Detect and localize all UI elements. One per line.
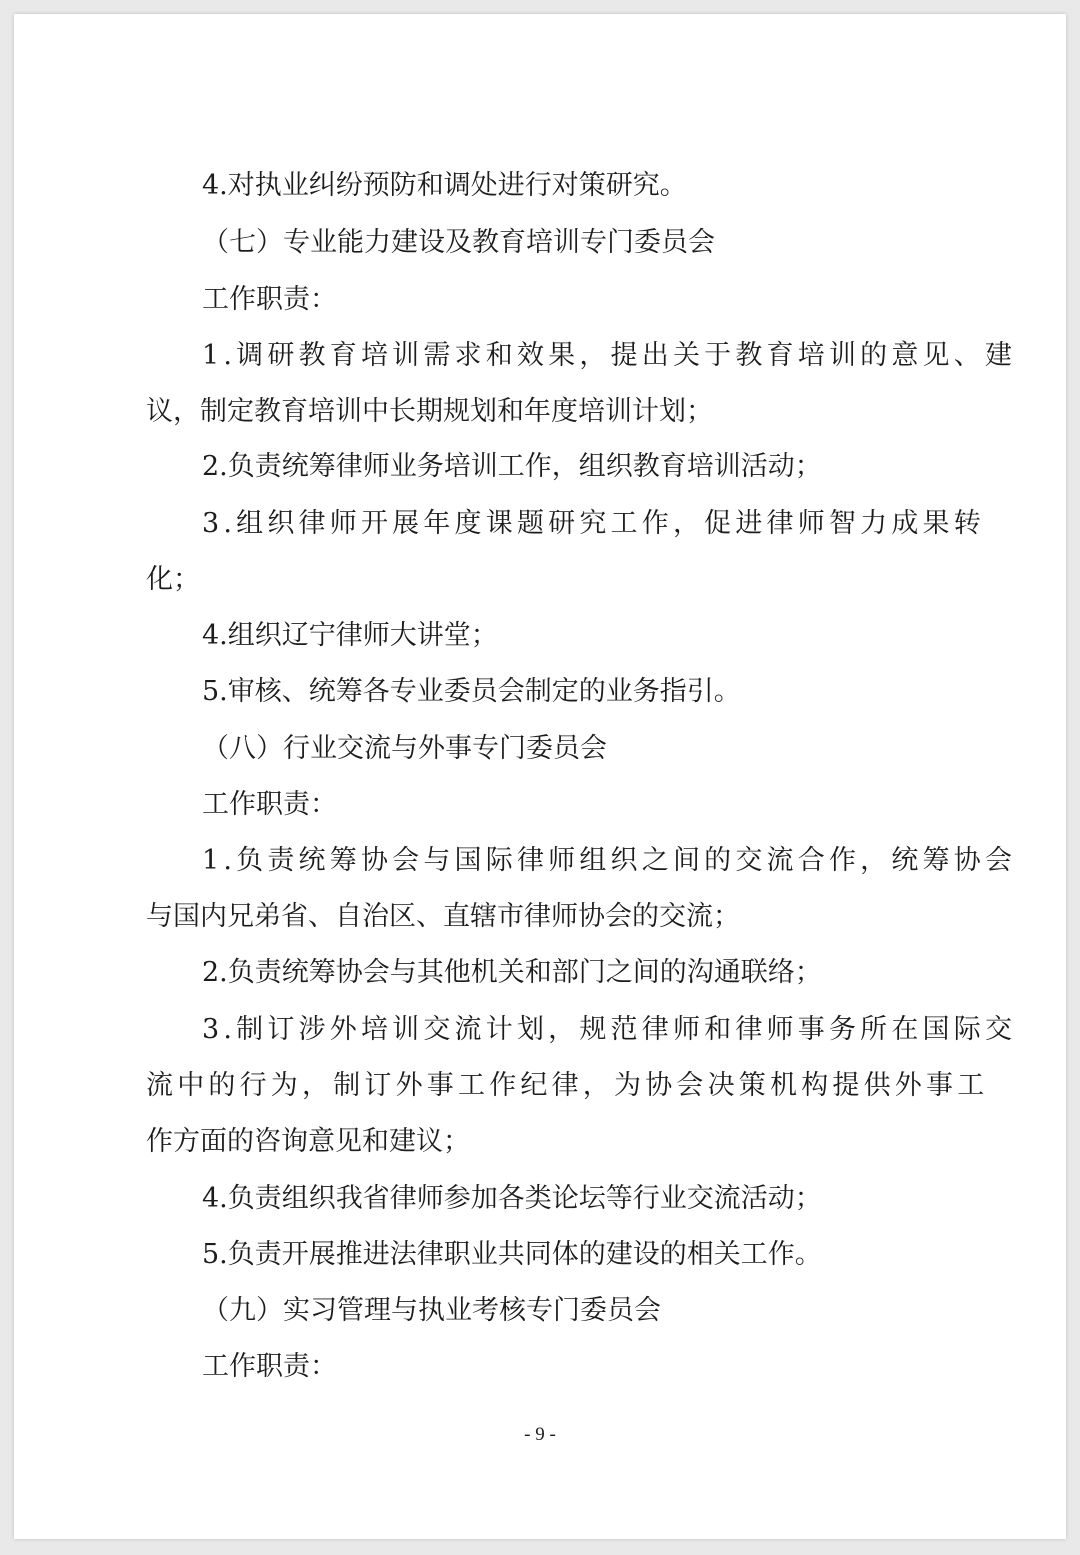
text-line: 4.负责组织我省律师参加各类论坛等行业交流活动； xyxy=(202,1183,822,1214)
text-line: 工作职责： xyxy=(202,1351,337,1382)
text-line: 1.调研教育培训需求和效果，提出关于教育培训的意见、建 xyxy=(202,340,1017,371)
text-line: 2.负责统筹律师业务培训工作，组织教育培训活动； xyxy=(202,451,822,482)
text-line: 工作职责： xyxy=(202,789,337,820)
text-line: 2.负责统筹协会与其他机关和部门之间的沟通联络； xyxy=(202,957,822,988)
page-number: - 9 - xyxy=(524,1424,556,1445)
text-line: 5.审核、统筹各专业委员会制定的业务指引。 xyxy=(202,676,741,707)
text-line: 与国内兄弟省、自治区、直辖市律师协会的交流； xyxy=(146,901,740,932)
text-line: 3.组织律师开展年度课题研究工作，促进律师智力成果转 xyxy=(202,508,985,539)
text-line: 3.制订涉外培训交流计划，规范律师和律师事务所在国际交 xyxy=(202,1014,1017,1045)
text-line: 议，制定教育培训中长期规划和年度培训计划； xyxy=(146,396,713,427)
text-line: 作方面的咨询意见和建议； xyxy=(146,1126,470,1157)
section-heading: （七）专业能力建设及教育培训专门委员会 xyxy=(202,227,715,258)
text-line: 流中的行为，制订外事工作纪律，为协会决策机构提供外事工 xyxy=(146,1070,989,1101)
text-line: 化； xyxy=(146,564,200,595)
section-heading: （九）实习管理与执业考核专门委员会 xyxy=(202,1295,661,1326)
text-line: 1.负责统筹协会与国际律师组织之间的交流合作，统筹协会 xyxy=(202,845,1017,876)
text-line: 4.对执业纠纷预防和调处进行对策研究。 xyxy=(202,170,687,201)
document-page xyxy=(14,14,1066,1539)
section-heading: （八）行业交流与外事专门委员会 xyxy=(202,733,607,764)
text-line: 4.组织辽宁律师大讲堂； xyxy=(202,620,498,651)
text-line: 5.负责开展推进法律职业共同体的建设的相关工作。 xyxy=(202,1239,822,1270)
text-line: 工作职责： xyxy=(202,284,337,315)
